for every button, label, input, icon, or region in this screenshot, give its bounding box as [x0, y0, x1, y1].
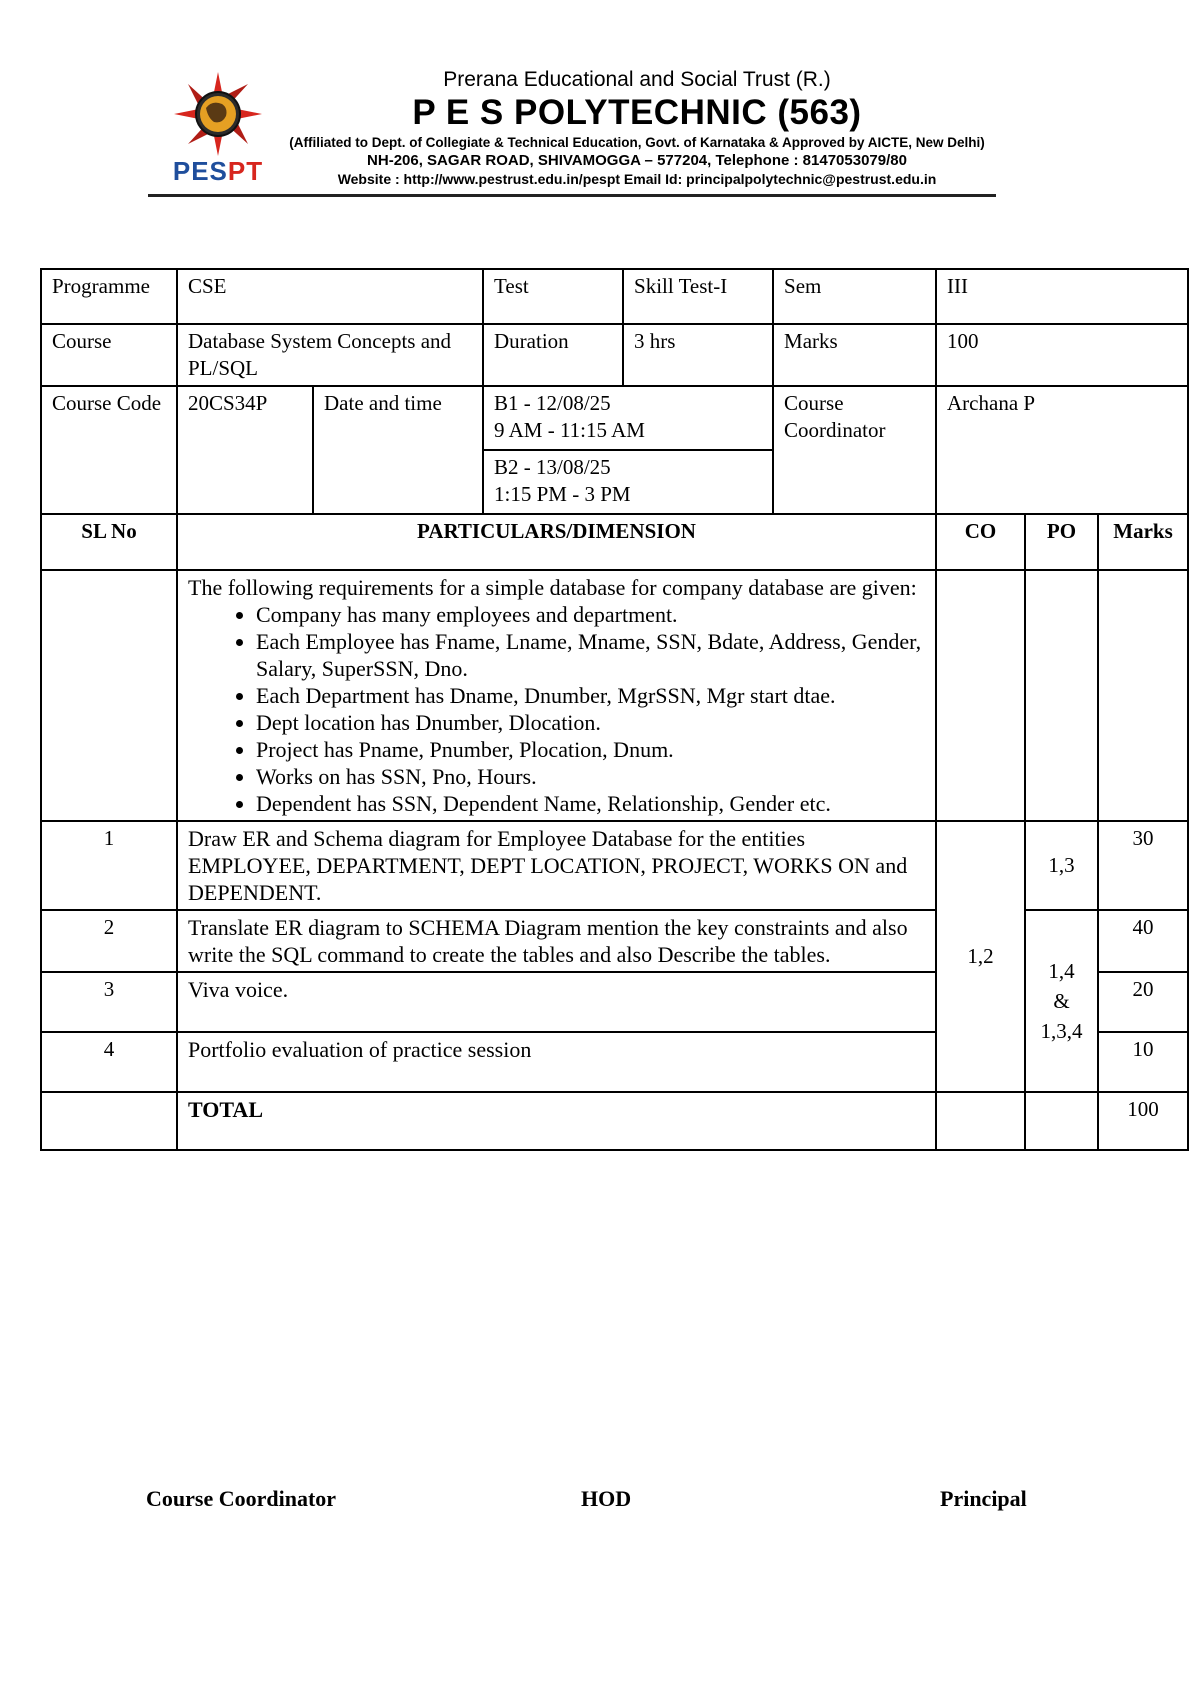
requirements-list — [188, 601, 925, 817]
col-co: CO — [936, 514, 1025, 570]
trust-name: Prerana Educational and Social Trust (R.) — [443, 68, 831, 91]
question-marks: 10 — [1098, 1032, 1188, 1092]
compass-emblem-icon — [166, 72, 270, 156]
list-item: • Dependent has SSN, Dependent Name, Relationship, Gender etc. — [256, 790, 925, 817]
col-sl-no: SL No — [41, 514, 177, 570]
po-line-1: 1,4 — [1048, 959, 1075, 983]
question-text: Viva voice. — [177, 972, 936, 1032]
signature-principal: Principal — [940, 1486, 1027, 1511]
list-item: • Company has many employees and department. — [256, 601, 925, 628]
total-sl — [41, 1092, 177, 1150]
total-row — [41, 1092, 1188, 1150]
requirements-sl — [41, 570, 177, 821]
total-marks: 100 — [1098, 1092, 1188, 1150]
letterhead — [148, 62, 996, 202]
date-time-label: Date and time — [313, 386, 483, 514]
header-row-course — [41, 324, 1188, 386]
requirements-po — [1025, 570, 1098, 821]
po-line-3: 1,3,4 — [1040, 1019, 1083, 1043]
question-marks: 30 — [1098, 821, 1188, 910]
total-label: TOTAL — [177, 1092, 936, 1150]
course-value: Database System Concepts and PL/SQL — [177, 324, 483, 386]
institution-logo — [166, 72, 270, 184]
logo-wordmark: PESPT — [172, 156, 264, 186]
list-item: • Dept location has Dnumber, Dlocation. — [256, 709, 925, 736]
coordinator-value: Archana P — [936, 386, 1188, 514]
question-text: Translate ER diagram to SCHEMA Diagram mention the key constraints and also write the SQL command to create the tables and also Describe the tables. — [177, 910, 936, 972]
question-sl: 2 — [41, 910, 177, 972]
po-value-rest — [1025, 910, 1098, 1092]
question-sl: 3 — [41, 972, 177, 1032]
list-item: • Works on has SSN, Pno, Hours. — [256, 763, 925, 790]
b2-time: 1:15 PM - 3 PM — [494, 482, 631, 506]
question-sl: 1 — [41, 821, 177, 910]
header-row-course-code — [41, 386, 1188, 450]
website-line: Website : http://www.pestrust.edu.in/pespt Email Id: principalpolytechnic@pestrust.edu.in — [337, 171, 937, 187]
question-marks: 40 — [1098, 910, 1188, 972]
batch-1-schedule — [483, 386, 773, 450]
table-row — [41, 821, 1188, 910]
programme-value: CSE — [177, 269, 483, 324]
sem-label: Sem — [773, 269, 936, 324]
po-line-2: & — [1053, 989, 1070, 1013]
total-po — [1025, 1092, 1098, 1150]
b2-date: B2 - 13/08/25 — [494, 455, 611, 479]
co-value: 1,2 — [936, 821, 1025, 1092]
question-paper-table — [40, 268, 1189, 1151]
col-po: PO — [1025, 514, 1098, 570]
programme-label: Programme — [41, 269, 177, 324]
test-label: Test — [483, 269, 623, 324]
course-code-label: Course Code — [41, 386, 177, 514]
course-code-value: 20CS34P — [177, 386, 313, 514]
requirements-co — [936, 570, 1025, 821]
sem-value: III — [936, 269, 1188, 324]
list-item: • Each Department has Dname, Dnumber, MgrSSN, Mgr start dtae. — [256, 682, 925, 709]
duration-label: Duration — [483, 324, 623, 386]
requirements-intro: The following requirements for a simple database for company database are given: — [188, 575, 917, 600]
requirements-marks — [1098, 570, 1188, 821]
b1-time: 9 AM - 11:15 AM — [494, 418, 645, 442]
signature-course-coordinator: Course Coordinator — [146, 1486, 337, 1511]
col-particulars: PARTICULARS/DIMENSION — [177, 514, 936, 570]
question-marks: 20 — [1098, 972, 1188, 1032]
list-item: • Project has Pname, Pnumber, Plocation, Dnum. — [256, 736, 925, 763]
question-text: Portfolio evaluation of practice session — [177, 1032, 936, 1092]
signature-hod: HOD — [581, 1486, 632, 1511]
column-header-row — [41, 514, 1188, 570]
requirements-cell — [177, 570, 936, 821]
po-value-q1: 1,3 — [1025, 821, 1098, 910]
institution-header — [278, 68, 996, 188]
coordinator-label: Course Coordinator — [773, 386, 936, 514]
institution-name: P E S POLYTECHNIC (563) — [412, 93, 862, 132]
col-marks: Marks — [1098, 514, 1188, 570]
letterhead-divider — [148, 194, 996, 197]
question-sl: 4 — [41, 1032, 177, 1092]
affiliation-line: (Affiliated to Dept. of Collegiate & Technical Education, Govt. of Karnataka & Approved by AICTE, New Delhi) — [289, 135, 985, 150]
marks-value: 100 — [936, 324, 1188, 386]
header-row-programme — [41, 269, 1188, 324]
total-co — [936, 1092, 1025, 1150]
batch-2-schedule — [483, 450, 773, 514]
course-label: Course — [41, 324, 177, 386]
test-value: Skill Test-I — [623, 269, 773, 324]
list-item: • Each Employee has Fname, Lname, Mname, SSN, Bdate, Address, Gender, Salary, SuperSSN, Dno. — [256, 628, 925, 682]
b1-date: B1 - 12/08/25 — [494, 391, 611, 415]
marks-label: Marks — [773, 324, 936, 386]
address-line: NH-206, SAGAR ROAD, SHIVAMOGGA – 577204, Telephone : 8147053079/80 — [367, 152, 907, 169]
question-text: Draw ER and Schema diagram for Employee Database for the entities EMPLOYEE, DEPARTMENT, DEPT LOCATION, PROJECT, WORKS ON and DEPENDENT. — [177, 821, 936, 910]
duration-value: 3 hrs — [623, 324, 773, 386]
requirements-row — [41, 570, 1188, 821]
